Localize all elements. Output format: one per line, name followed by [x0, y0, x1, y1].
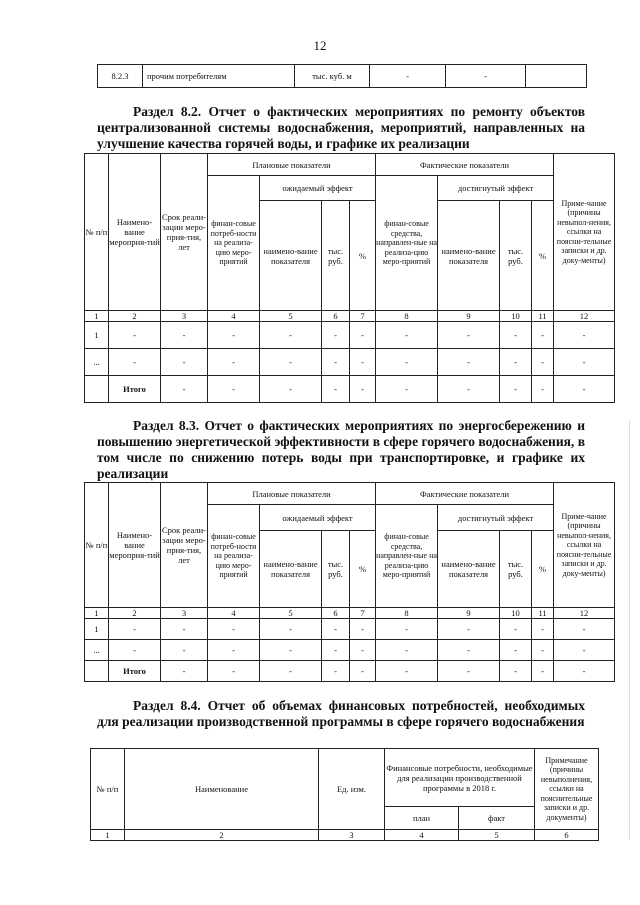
table-cell [85, 661, 109, 682]
table-cell: - [109, 322, 161, 349]
row-value: - [370, 65, 446, 88]
table-cell: - [554, 376, 615, 403]
column-number: 2 [125, 830, 319, 841]
table-cell: - [554, 349, 615, 376]
table-cell: - [532, 322, 554, 349]
col-needs-header: Финансовые потребности, необходимые для реализации производственной программы в 2018 г. [385, 749, 535, 807]
table-cell: - [532, 661, 554, 682]
table-cell: - [376, 349, 438, 376]
percent-header: % [350, 201, 376, 311]
table-cell: - [260, 322, 322, 349]
col-note-header: Приме-чание (причины невыпол-нения, ссылки на поясни-тельные записки и др. доку-менты) [554, 154, 615, 311]
column-number: 6 [535, 830, 599, 841]
table-cell: - [322, 376, 350, 403]
row-unit: тыс. куб. м [295, 65, 370, 88]
actual-header: Фактические показатели [376, 483, 554, 505]
table-cell: - [554, 640, 615, 661]
table-cell: - [161, 640, 208, 661]
table-cell: ... [85, 640, 109, 661]
table-row [98, 65, 587, 88]
table-cell: - [350, 619, 376, 640]
table-cell: - [109, 640, 161, 661]
table-cell: - [532, 349, 554, 376]
indicator-name-header: наимено-вание показателя [438, 531, 500, 608]
section-8-2-heading: Раздел 8.2. Отчет о фактических мероприятиях по ремонту объектов централизованной системы водоснабжения, мероприятий, направленных на улучшение качества горячей воды, и графике их реализации [97, 104, 585, 151]
column-number: 2 [109, 608, 161, 619]
table-cell: - [208, 619, 260, 640]
column-number: 5 [260, 608, 322, 619]
table-cell: - [350, 349, 376, 376]
column-number: 12 [554, 311, 615, 322]
table-row [85, 619, 615, 640]
column-number: 3 [161, 311, 208, 322]
page-number: 12 [313, 38, 327, 53]
table-cell: - [376, 376, 438, 403]
table-cell: - [438, 661, 500, 682]
table-cell: - [161, 349, 208, 376]
percent-header: % [532, 201, 554, 311]
table-cell: - [161, 661, 208, 682]
table-cell: - [260, 619, 322, 640]
column-number: 6 [322, 608, 350, 619]
table-cell: - [438, 349, 500, 376]
table-cell: - [350, 322, 376, 349]
col-name-header: Наимено-вание мероприя-тий [109, 154, 161, 311]
table-cell: - [500, 349, 532, 376]
column-number: 3 [319, 830, 385, 841]
thousand-rub-header: тыс. руб. [500, 531, 532, 608]
table-cell: - [376, 661, 438, 682]
fact-fin-header: финан-совые средства, направлен-ные на реализа-цию меро-приятий [376, 505, 438, 608]
table-cell: - [500, 322, 532, 349]
col-num-header: № п/п [85, 154, 109, 311]
col-num-header: № п/п [85, 483, 109, 608]
table-cell: - [554, 322, 615, 349]
col-note-header: Примечание (причины невыполнения, ссылки на пояснительные записки и др. документы) [535, 749, 599, 830]
table-cell: - [322, 661, 350, 682]
table-cell: 1 [85, 322, 109, 349]
table-header-row [85, 483, 615, 505]
column-number: 10 [500, 608, 532, 619]
column-number: 12 [554, 608, 615, 619]
column-number: 4 [385, 830, 459, 841]
column-number: 1 [85, 608, 109, 619]
column-numbers-row [85, 608, 615, 619]
table-cell: - [500, 661, 532, 682]
table-cell: - [532, 619, 554, 640]
achieved-effect-header: достигнутый эффект [438, 176, 554, 201]
table-cell: - [554, 661, 615, 682]
col-plan-header: план [385, 807, 459, 830]
table-cell: - [500, 376, 532, 403]
actual-header: Фактические показатели [376, 154, 554, 176]
column-number: 1 [85, 311, 109, 322]
plan-fin-header: финан-совые потреб-ности на реализа-цию меро-приятий [208, 176, 260, 311]
finance-table [90, 748, 599, 841]
col-fact-header: факт [459, 807, 535, 830]
indicator-name-header: наимено-вание показателя [438, 201, 500, 311]
table-cell: - [376, 619, 438, 640]
table-cell: - [500, 619, 532, 640]
table-cell: - [322, 640, 350, 661]
column-number: 2 [109, 311, 161, 322]
column-number: 9 [438, 311, 500, 322]
percent-header: % [350, 531, 376, 608]
table-cell: - [260, 376, 322, 403]
table-cell: - [161, 322, 208, 349]
planned-header: Плановые показатели [208, 483, 376, 505]
stub-table [97, 64, 587, 88]
table-cell: - [532, 640, 554, 661]
table-cell: - [350, 661, 376, 682]
column-number: 1 [91, 830, 125, 841]
expected-effect-header: ожидаемый эффект [260, 176, 376, 201]
total-label: Итого [109, 661, 161, 682]
table-cell: - [350, 376, 376, 403]
total-row [85, 376, 615, 403]
table-header-row [91, 749, 599, 807]
col-name-header: Наименование [125, 749, 319, 830]
table-cell: - [208, 661, 260, 682]
col-unit-header: Ед. изм. [319, 749, 385, 830]
table-cell: - [500, 640, 532, 661]
total-row [85, 661, 615, 682]
table-cell: - [554, 619, 615, 640]
indicator-name-header: наимено-вание показателя [260, 201, 322, 311]
table-header-row [85, 154, 615, 176]
col-name-header: Наимено-вание мероприя-тий [109, 483, 161, 608]
table-cell: - [438, 376, 500, 403]
table-cell: - [208, 349, 260, 376]
table-cell: 1 [85, 619, 109, 640]
row-number: 8.2.3 [98, 65, 143, 88]
column-number: 8 [376, 311, 438, 322]
table-cell: - [109, 619, 161, 640]
scan-edge-line [629, 420, 630, 840]
column-number: 9 [438, 608, 500, 619]
thousand-rub-header: тыс. руб. [322, 201, 350, 311]
table-cell: - [376, 322, 438, 349]
table-cell: - [322, 322, 350, 349]
measures-table-8-3 [84, 482, 615, 682]
table-cell: - [322, 619, 350, 640]
table-cell: - [260, 661, 322, 682]
table-cell: - [208, 322, 260, 349]
table-cell: ... [85, 349, 109, 376]
table-cell: - [438, 619, 500, 640]
column-number: 8 [376, 608, 438, 619]
plan-fin-header: финан-совые потреб-ности на реализа-цию меро-приятий [208, 505, 260, 608]
table-cell: - [322, 349, 350, 376]
column-number: 3 [161, 608, 208, 619]
total-label: Итого [109, 376, 161, 403]
row-name: прочим потребителям [143, 65, 295, 88]
column-numbers-row [85, 311, 615, 322]
column-number: 11 [532, 311, 554, 322]
row-value [526, 65, 587, 88]
table-cell: - [350, 640, 376, 661]
table-cell: - [208, 376, 260, 403]
column-number: 10 [500, 311, 532, 322]
fact-fin-header: финан-совые средства, направлен-ные на реализа-цию меро-приятий [376, 176, 438, 311]
column-number: 4 [208, 311, 260, 322]
column-number: 5 [459, 830, 535, 841]
column-numbers-row [91, 830, 599, 841]
table-row [85, 349, 615, 376]
col-term-header: Срок реали-зации меро-прия-тия, лет [161, 483, 208, 608]
column-number: 6 [322, 311, 350, 322]
achieved-effect-header: достигнутый эффект [438, 505, 554, 531]
col-term-header: Срок реали-зации меро-прия-тия, лет [161, 154, 208, 311]
table-cell: - [532, 376, 554, 403]
table-cell [85, 376, 109, 403]
table-cell: - [260, 640, 322, 661]
table-cell: - [438, 322, 500, 349]
column-number: 4 [208, 608, 260, 619]
expected-effect-header: ожидаемый эффект [260, 505, 376, 531]
table-row [85, 322, 615, 349]
row-value: - [446, 65, 526, 88]
column-number: 5 [260, 311, 322, 322]
thousand-rub-header: тыс. руб. [322, 531, 350, 608]
table-cell: - [376, 640, 438, 661]
column-number: 7 [350, 608, 376, 619]
section-8-4-heading: Раздел 8.4. Отчет об объемах финансовых потребностей, необходимых для реализации производственной программы в сфере горячего водоснабжения [97, 698, 585, 729]
table-cell: - [438, 640, 500, 661]
col-note-header: Приме-чание (причины невыпол-нения, ссылки на поясни-тельные записки и др. доку-менты) [554, 483, 615, 608]
table-cell: - [260, 349, 322, 376]
table-row [85, 640, 615, 661]
table-cell: - [109, 349, 161, 376]
table-cell: - [161, 376, 208, 403]
column-number: 7 [350, 311, 376, 322]
table-cell: - [161, 619, 208, 640]
indicator-name-header: наимено-вание показателя [260, 531, 322, 608]
col-num-header: № п/п [91, 749, 125, 830]
section-8-3-heading: Раздел 8.3. Отчет о фактических мероприятиях по энергосбережению и повышению энергетической эффективности в сфере горячего водоснабжения, в том числе по снижению потерь воды при транспортировке, и графике их реализации [97, 418, 585, 481]
measures-table-8-2 [84, 153, 615, 403]
table-cell: - [208, 640, 260, 661]
column-number: 11 [532, 608, 554, 619]
thousand-rub-header: тыс. руб. [500, 201, 532, 311]
planned-header: Плановые показатели [208, 154, 376, 176]
percent-header: % [532, 531, 554, 608]
